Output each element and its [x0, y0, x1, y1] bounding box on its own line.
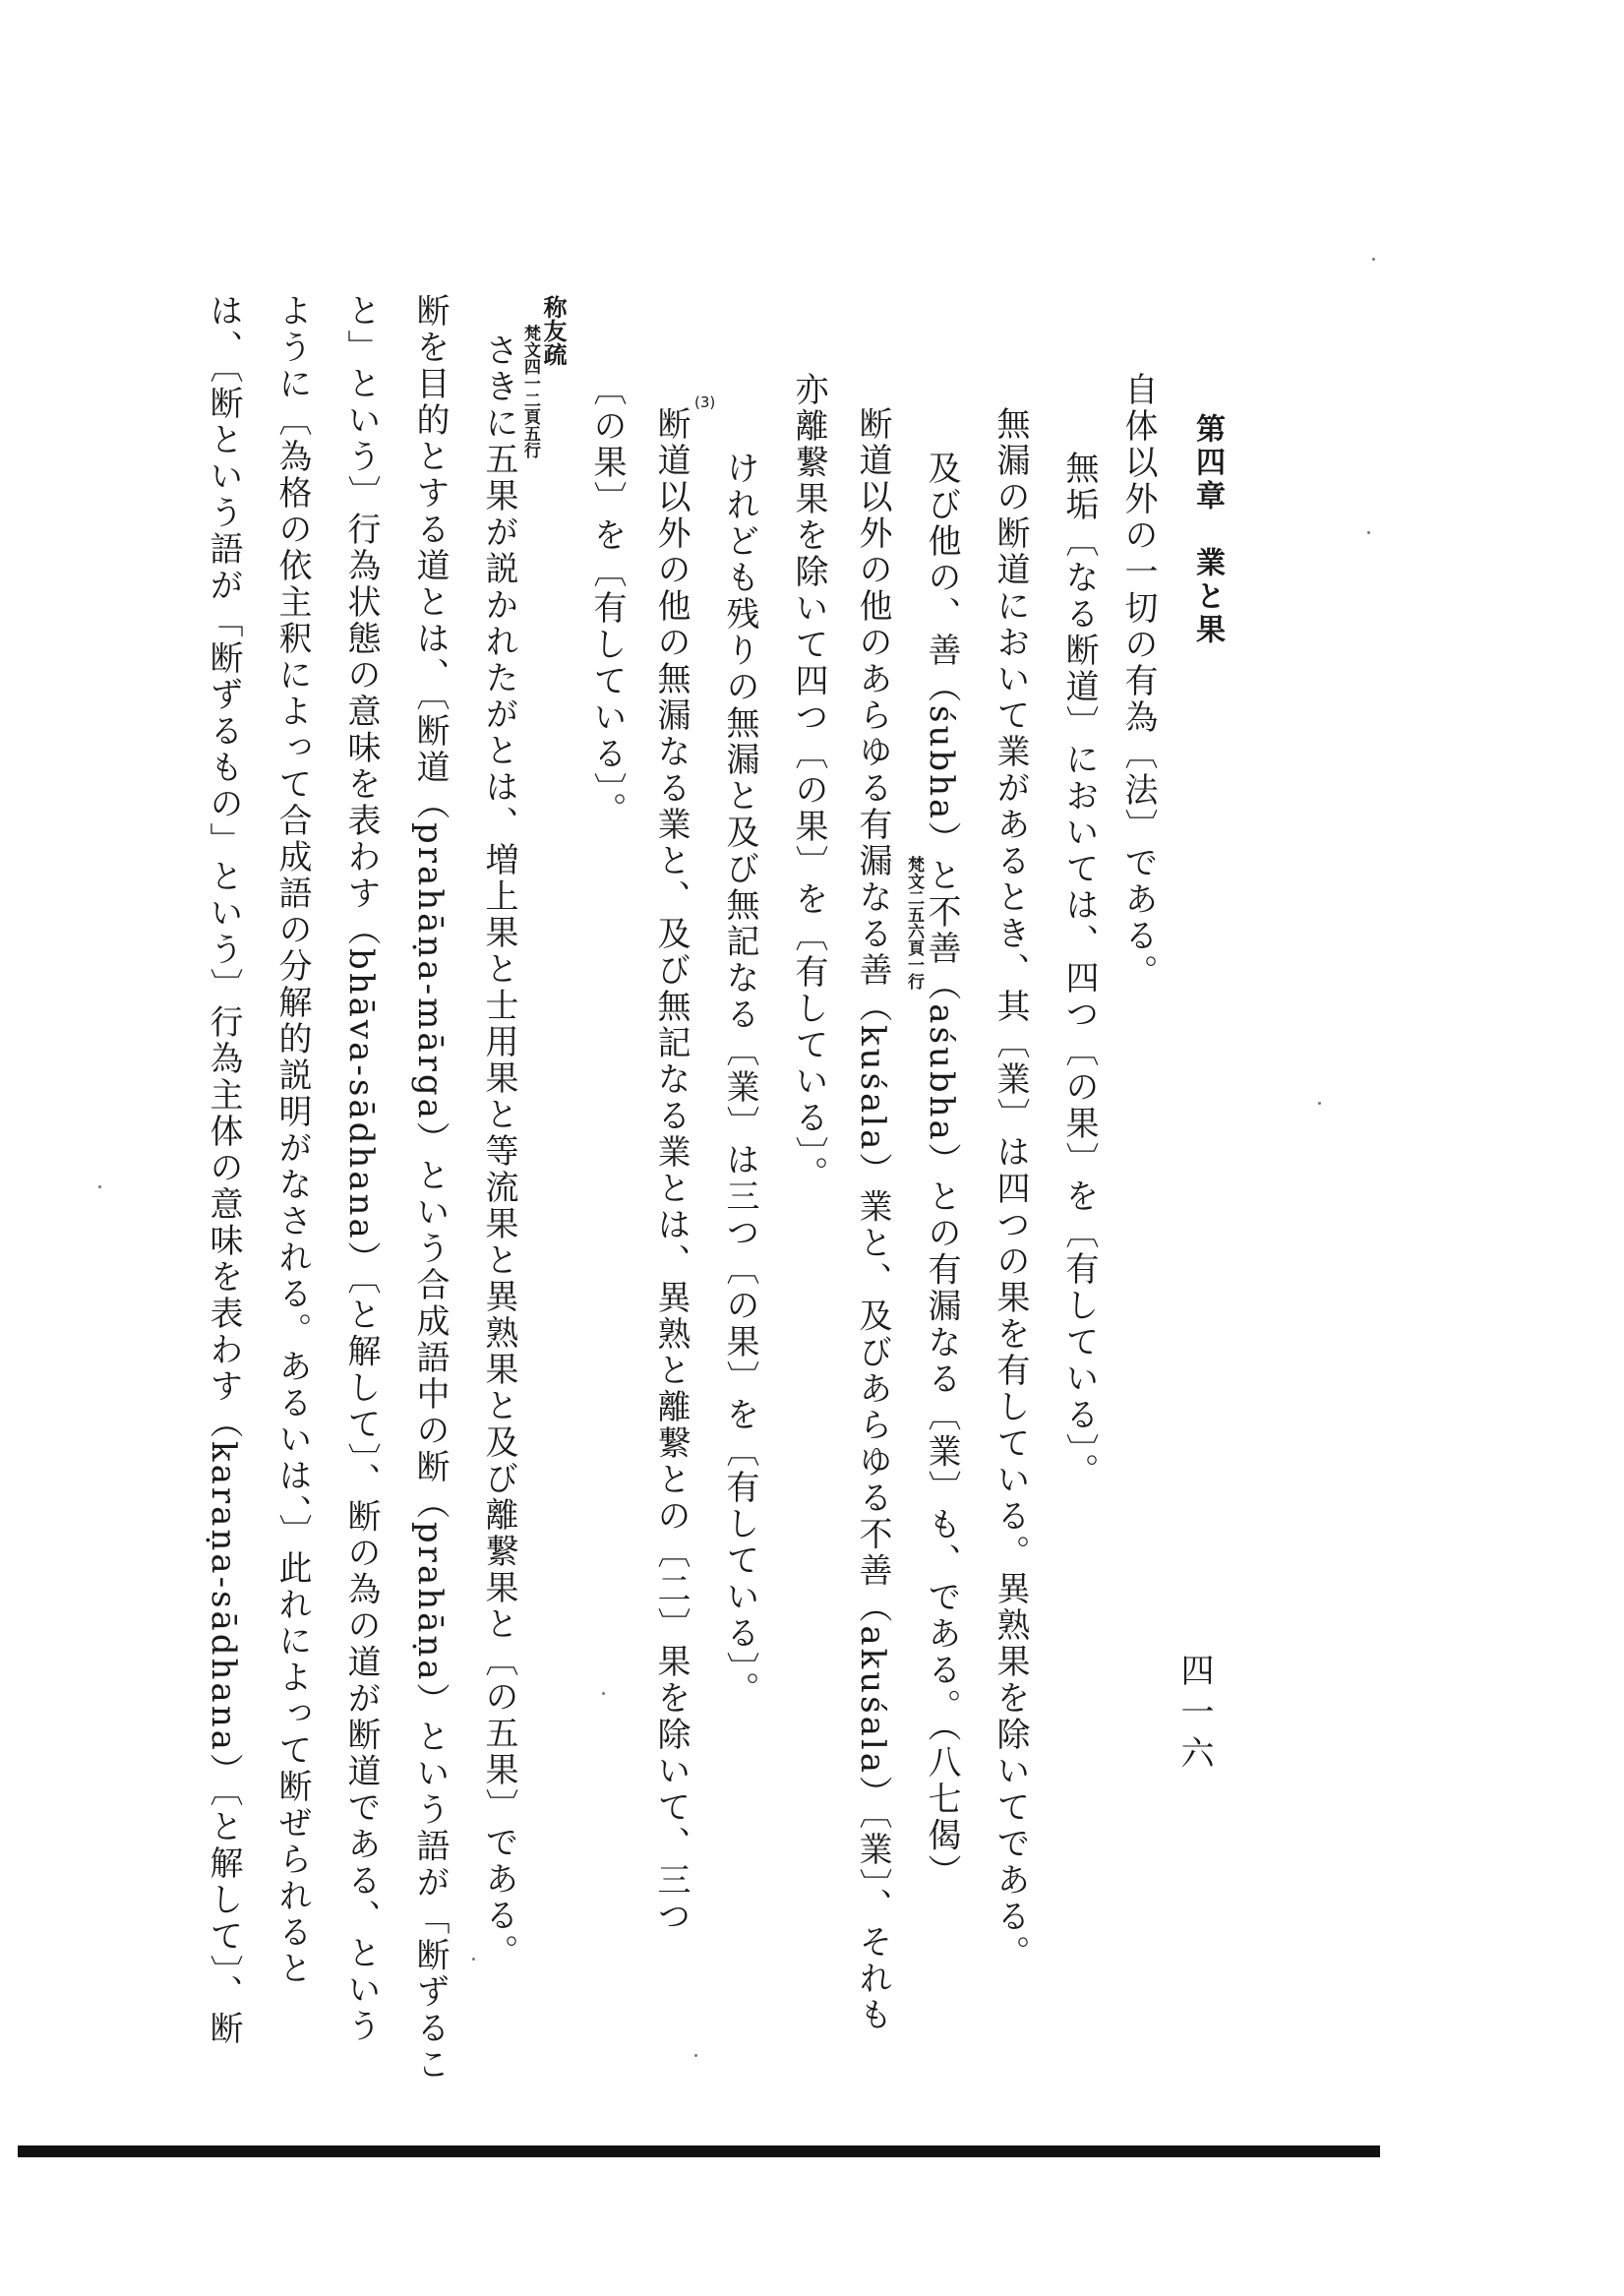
scan-speck	[602, 1692, 605, 1695]
sanskrit-reference-2: 梵文四一二頁五行	[520, 325, 540, 458]
text-column-5: 断道以外の他のあらゆる有漏なる善（kuśala）業と、及びあらゆる不善（akuśala）〔業〕、それも	[853, 406, 892, 2033]
bottom-edge-rule	[18, 2145, 1380, 2157]
scan-speck	[472, 1958, 475, 1961]
text-column-12: と」という〕行為状態の意味を表わす（bhāva-sādhana）〔と解して〕、断の為の道が断道である、という	[341, 293, 381, 2045]
page-number: 四一六	[1174, 1653, 1214, 1777]
text-column-6: 亦離繋果を除いて四つ〔の果〕を〔有している〕。	[789, 372, 828, 1192]
text-column-8: 断道以外の他の無漏なる業と、及び無記なる業とは、異熟と離繋との〔二〕果を除いて、三つ	[651, 406, 691, 1935]
text-column-13: ように〔為格の依主釈によって合成語の分解的説明がなされる。あるいは、〕此れによって断ぜられると	[272, 293, 312, 1987]
scan-speck	[694, 2054, 697, 2057]
footnote-marker: (3)	[694, 393, 716, 411]
chapter-header: 第四章 業と果	[1190, 413, 1225, 647]
scan-speck	[1318, 1102, 1321, 1105]
text-column-7: けれども残りの無漏と及び無記なる〔業〕は三つ〔の果〕を〔有している〕。	[720, 451, 759, 1708]
sanskrit-reference-1: 梵文二五六頁一行	[904, 856, 924, 990]
text-column-3: 無漏の断道において業があるとき、其〔業〕は四つの果を有している。異熟果を除いてである。	[991, 406, 1030, 1971]
text-column-10: さきに五果が説かれたがとは、増上果と士用果と等流果と異熟果と及び離繋果と〔の五果〕である。	[479, 332, 518, 1970]
text-column-2: 無垢〔なる断道〕においては、四つ〔の果〕を〔有している〕。	[1059, 451, 1099, 1489]
text-column-1: 自体以外の一切の有為〔法〕である。	[1118, 372, 1158, 991]
text-column-11: 断を目的とする道とは、〔断道（prahāṇa-mārga）という合成語中の断（prahāṇa）という語が「断ずるこ	[410, 293, 450, 2084]
commentary-title: 称友疏	[539, 295, 568, 366]
scan-speck	[1372, 258, 1375, 261]
text-column-4: 及び他の、善（śubha）と不善（aśubha）との有漏なる〔業〕も、である。（八七偈）	[922, 451, 961, 1891]
scan-speck	[1367, 531, 1370, 534]
text-column-9: 〔の果〕を〔有している〕。	[587, 372, 627, 828]
text-column-14: は、〔断という語が「断ずるもの」という〕行為主体の意味を表わす（karaṇa-sādhana）〔と解して〕、断	[204, 293, 243, 2047]
scan-speck	[98, 1185, 101, 1188]
